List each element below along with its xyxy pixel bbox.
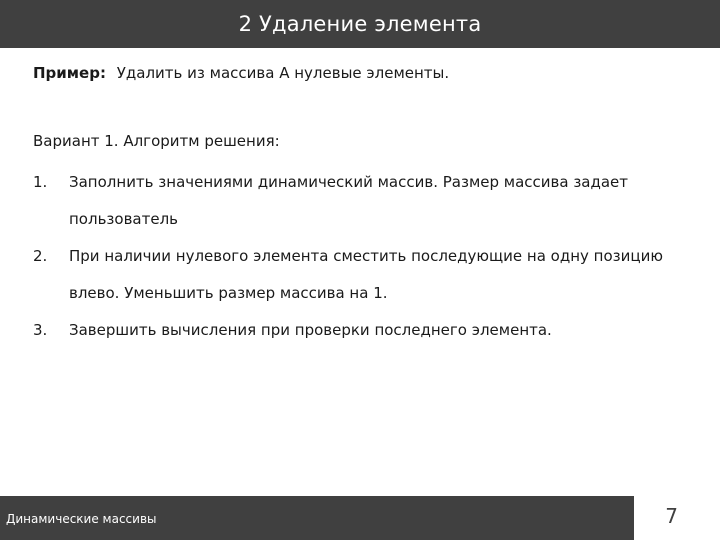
- step-text: Завершить вычисления при проверки последнего элемента.: [69, 321, 552, 339]
- slide-content: [33, 58, 703, 349]
- step-text: При наличии нулевого элемента сместить последующие на одну позицию влево. Уменьшить размер массива на 1.: [69, 247, 663, 302]
- step-number: 3.: [33, 321, 48, 339]
- step-number: 1.: [33, 173, 48, 191]
- slide-title: 2 Удаление элемента: [238, 12, 482, 36]
- example-label: Пример:: [33, 64, 106, 82]
- step-item: [33, 312, 703, 349]
- step-text: Заполнить значениями динамический массив. Размер массива задает пользователь: [69, 173, 629, 228]
- step-item: [33, 164, 703, 238]
- variant-heading: Вариант 1. Алгоритм решения:: [33, 132, 280, 150]
- slide-title-bar: [0, 0, 720, 48]
- steps-list: [33, 164, 703, 349]
- footer-text: Динамические массивы: [6, 512, 157, 526]
- example-line: [33, 58, 703, 88]
- step-number: 2.: [33, 247, 48, 265]
- footer-bar: [0, 496, 634, 540]
- step-item: [33, 238, 703, 312]
- page-number: 7: [665, 504, 678, 528]
- example-text: Удалить из массива А нулевые элементы.: [116, 64, 450, 82]
